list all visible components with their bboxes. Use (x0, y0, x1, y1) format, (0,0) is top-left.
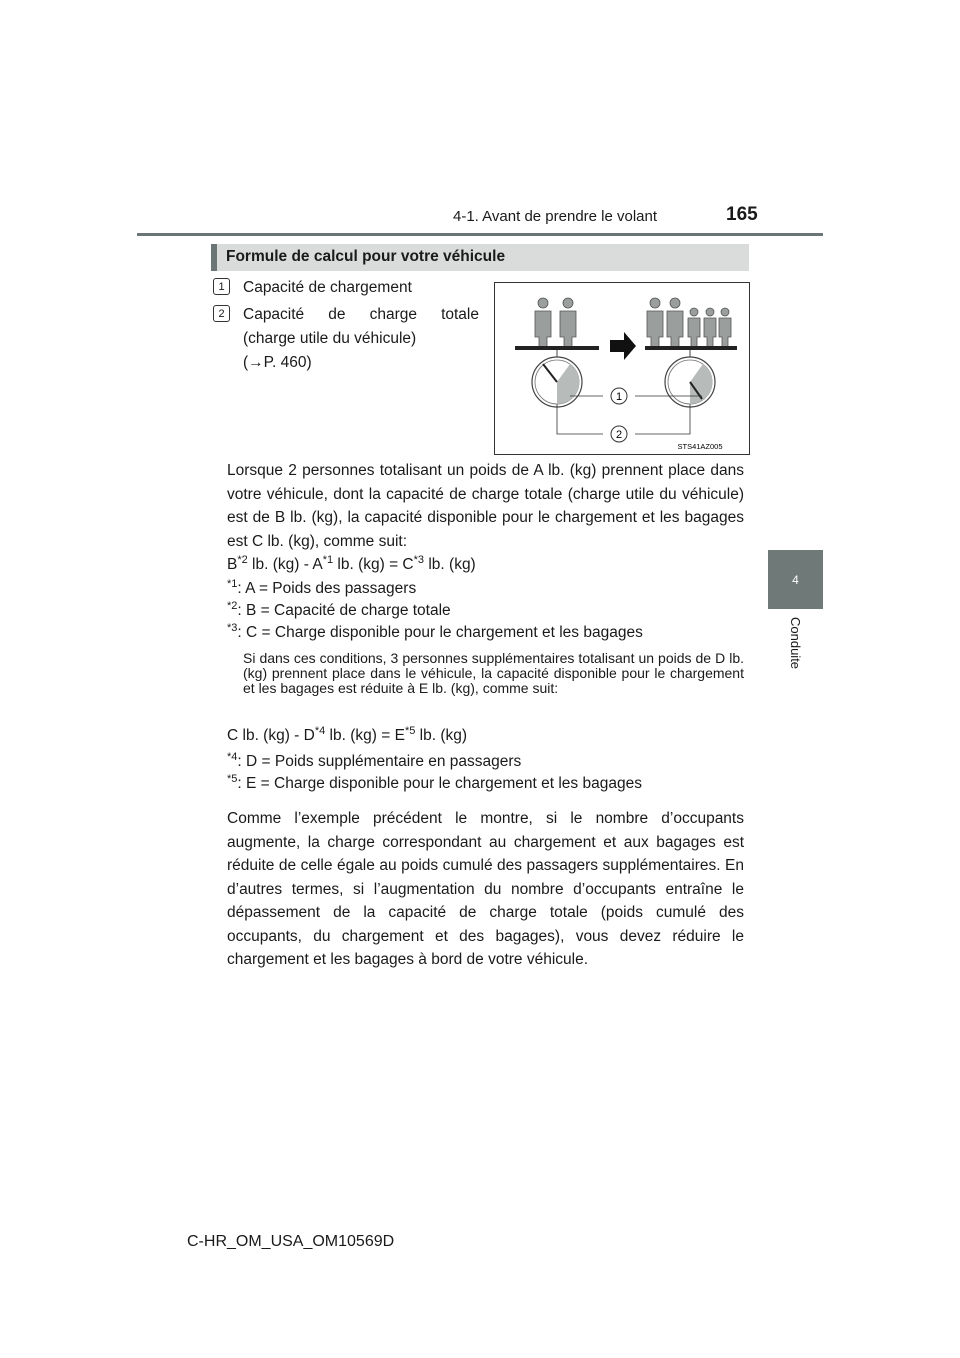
paragraph-conclusion: Comme l’exemple précédent le montre, si le nombre d’occupants augmente, la charge correspondant au chargement et aux bagages est réduite de celle égale au poids cumulé des passagers supplémentaires. En d’autres termes, si l’augmentation du nombre d’occupants entraîne le dépassement de la capacité de charge totale (poids cumulé des occupants, du chargement et des bagages), vous devez réduire le chargement et les bagages à bord de votre véhicule. (227, 810, 744, 968)
note-1: $^{*1}$: A = Poids des passagers (227, 577, 417, 597)
header-rule (137, 233, 823, 236)
chapter-tab (768, 550, 823, 609)
page-number: 165 (726, 204, 758, 225)
five-passengers-icon (647, 298, 731, 349)
right-gauge-icon (665, 357, 715, 407)
figure-code: STS41AZ005 (677, 442, 723, 451)
note-2: $^{*2}$: B = Capacité de charge totale (227, 599, 451, 619)
notes-list-1 (227, 578, 643, 644)
load-capacity-figure (494, 282, 750, 455)
note-4: $^{*4}$: D = Poids supplémentaire en passagers (227, 750, 522, 770)
chapter-title: Conduite (788, 617, 803, 670)
callout-number-1: 1 (213, 278, 230, 295)
chapter-label (768, 617, 823, 687)
callout-text-2-line3: (→P. 460) (243, 354, 312, 371)
section-title: Formule de calcul pour votre véhicule (226, 248, 506, 265)
figure-callout-1-label: 1 (615, 391, 623, 403)
right-scale-platform (645, 346, 737, 350)
arrow-right-icon (610, 332, 636, 360)
notes-list-2 (227, 751, 642, 795)
chapter-number: 4 (792, 572, 799, 587)
callout-text-2-line2: (charge utile du véhicule) (243, 330, 417, 347)
formula-1: $B^{*2}$ lb. $(kg) - A^{*1}$ lb. $(kg) = C^{*3}$ lb. (kg) (227, 553, 476, 573)
paragraph-intro: Lorsque 2 personnes totalisant un poids de A lb. (kg) prennent place dans votre véhicule, dont la capacité de charge totale (charge utile du véhicule) est de B lb. (kg), la capacité disponible pour le chargement et les bagages est C lb. (kg), comme suit: (227, 462, 744, 550)
section-title-bar (211, 244, 749, 271)
load-capacity-illustration (495, 283, 749, 454)
formula-2: C lb. $(kg) - D^{*4}$ lb. $(kg) = E^{*5}$ lb. (kg) (227, 724, 468, 744)
callout-text-2-line1: Capacité de charge totale (243, 306, 479, 323)
running-head: 4-1. Avant de prendre le volant (453, 208, 658, 225)
left-scale-platform (515, 346, 599, 350)
note-5: $^{*5}$: E = Charge disponible pour le chargement et les bagages (227, 772, 642, 792)
callout-text-1: Capacité de chargement (243, 279, 412, 296)
two-passengers-icon (535, 298, 576, 349)
figure-callout-2-label: 2 (615, 429, 623, 441)
note-3: $^{*3}$: C = Charge disponible pour le chargement et les bagages (227, 621, 643, 641)
document-code: C-HR_OM_USA_OM10569D (187, 1233, 395, 1250)
paragraph-additional-passengers: Si dans ces conditions, 3 personnes supplémentaires totalisant un poids de D lb. (kg) prennent place dans le véhicule, la capacité disponible pour le chargement et les bagages est réduite à E lb. (kg), comme suit: (243, 650, 744, 696)
callout-number-2: 2 (213, 305, 230, 322)
left-gauge-icon (532, 357, 582, 407)
